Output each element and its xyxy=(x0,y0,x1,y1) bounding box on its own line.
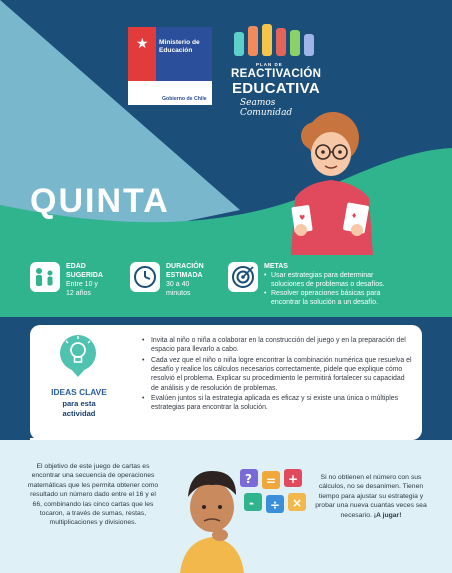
plan-de-label: PLAN DE xyxy=(256,62,283,67)
people-icon xyxy=(30,262,60,292)
hands-icon xyxy=(232,22,322,58)
math-symbol: ÷ xyxy=(270,498,281,512)
hero-section xyxy=(0,0,452,255)
info-metas xyxy=(228,262,406,307)
edad-label1: EDAD xyxy=(66,263,86,270)
plan-line1: REACTIVACIÓN xyxy=(231,68,322,80)
lightbulb-icon xyxy=(58,333,98,377)
encouragement-text xyxy=(315,473,427,520)
ideas-list xyxy=(142,336,414,414)
duracion-label2: ESTIMADA xyxy=(166,272,203,280)
metas-label: METAS xyxy=(264,263,288,270)
clock-icon xyxy=(130,262,160,292)
svg-text:♦: ♦ xyxy=(351,212,358,220)
encouragement-body: Si no obtienen el número con sus cálculos, no se desanimen. Tienen tiempo para ajustar su estrategia y probar una nueva cuantas veces sea necesario. xyxy=(315,474,427,519)
metas-item: • Resolver operaciones básicas para encontrar la solución a un desafío. xyxy=(264,289,406,307)
plan-line2: EDUCATIVA xyxy=(232,80,320,97)
ideas-sub2: actividad xyxy=(62,408,96,418)
plan-reactivacion-logo xyxy=(228,20,328,118)
duracion-value1: 30 a 40 xyxy=(166,281,190,289)
ministry-name xyxy=(159,39,200,55)
page-title: QUINTA xyxy=(30,182,170,220)
ministry-line1: Ministerio de xyxy=(159,39,200,46)
ideas-item: • Cada vez que el niño o niña logre encontrar la combinación numérica que resuelva el desafío y realice los cálculos necesarios correctamente, pídele que explique cómo resolvió el problema. Explicar su procedimiento le permitirá fortalecer su capacidad de análisis y de resolución de problemas. xyxy=(142,356,414,393)
ideas-item: • Invita al niño o niña a colaborar en la construcción del juego y en la preparación del espacio para llevarlo a cabo. xyxy=(142,336,414,355)
ministry-line2: Educación xyxy=(159,46,193,54)
ideas-item: • Evalúen juntos si la estrategia aplicada es eficaz y si existe una única o múltiples estrategias para encontrar la solución. xyxy=(142,394,414,413)
math-symbol: × xyxy=(292,496,303,510)
math-symbol: ? xyxy=(245,472,252,486)
ideas-title: IDEAS CLAVE xyxy=(51,387,107,397)
ideas-sub1: para esta xyxy=(62,399,96,408)
plan-tagline: Seamos Comunidad xyxy=(240,98,293,118)
boy-thinking-illustration xyxy=(160,449,310,573)
ministerio-logo xyxy=(128,27,212,105)
math-symbol: = xyxy=(266,474,277,488)
math-symbol: - xyxy=(249,496,254,510)
metas-list xyxy=(264,271,406,307)
math-symbol: + xyxy=(288,472,299,486)
target-icon xyxy=(228,262,258,292)
svg-text:♥: ♥ xyxy=(299,214,306,222)
girl-illustration xyxy=(285,108,381,255)
ideas-header xyxy=(36,330,122,430)
objective-text: El objetivo de este juego de cartas es encontrar una secuencia de operaciones matemáticas que les permita obtener como resultado un número dado entre el 16 y el 66, combinando las cinco cartas que les tocaron, a través de sumas, restas, multiplicaciones y divisiones. xyxy=(27,463,159,527)
edad-label2: SUGERIDA xyxy=(66,272,103,280)
info-edad xyxy=(30,262,103,298)
edad-value1: Entre 10 y xyxy=(66,281,98,289)
metas-text xyxy=(264,262,406,307)
duracion-value2: minutos xyxy=(166,290,191,298)
edad-value2: 12 años xyxy=(66,290,91,298)
ideas-subtitle xyxy=(36,399,122,419)
shield-icon: ★ xyxy=(136,35,149,51)
info-duracion xyxy=(130,262,204,298)
gobierno-label: Gobierno de Chile xyxy=(162,96,207,102)
edad-text xyxy=(66,262,103,298)
duracion-text xyxy=(166,262,204,298)
call-to-action: ¡A jugar! xyxy=(373,511,402,519)
metas-item: • Usar estrategias para determinar soluciones de problemas o desafíos. xyxy=(264,271,406,289)
duracion-label1: DURACIÓN xyxy=(166,263,204,270)
